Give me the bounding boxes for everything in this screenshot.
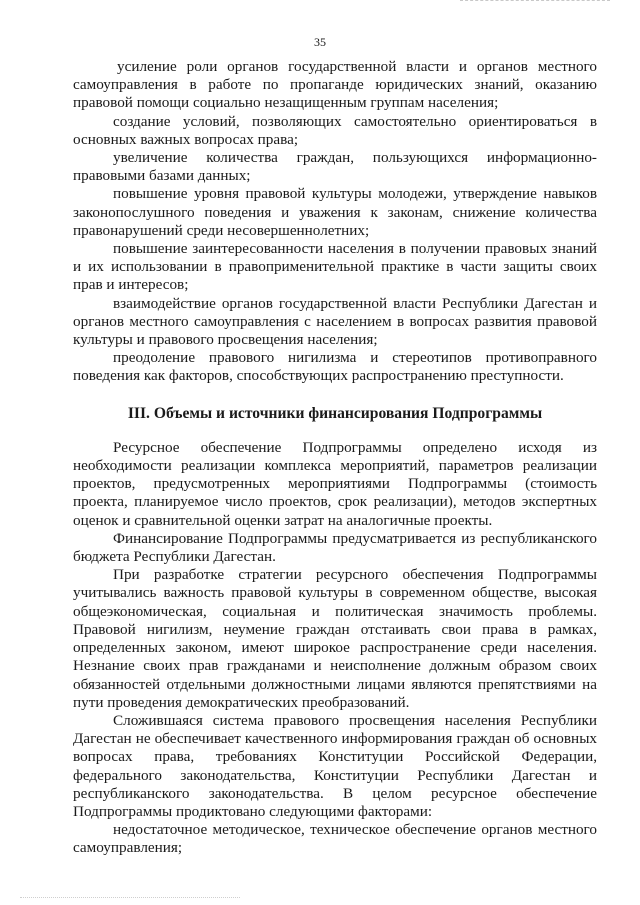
document-body	[73, 58, 597, 858]
body-paragraph: недостаточное методическое, техническое обеспечение органов местного самоуправления;	[73, 821, 597, 857]
list-item: увеличение количества граждан, пользующихся информационно-правовыми базами данных;	[73, 149, 597, 185]
body-paragraph: Ресурсное обеспечение Подпрограммы определено исходя из необходимости реализации комплекса мероприятий, параметров реализации проектов, предусмотренных мероприятиями Подпрограммы (стоимость проекта, планируемое число проектов, срок реализации), методов экспертных оценок и сравнительной оценки затрат на аналогичные проекты.	[73, 438, 597, 529]
scan-artifact-bottom	[20, 897, 240, 899]
list-item: взаимодействие органов государственной власти Республики Дагестан и органов местного самоуправления с населением в вопросах развития правовой культуры и правового просвещения населения;	[73, 294, 597, 349]
page-number: 35	[314, 35, 326, 49]
body-paragraph: Финансирование Подпрограммы предусматривается из республиканского бюджета Республики Дагестан.	[73, 529, 597, 566]
body-paragraph: Сложившаяся система правового просвещения населения Республики Дагестан не обеспечивает качественного информирования граждан об основных вопросах права, требованиях Конституции Российской Федерации, федерального законодательства, Конституции Республики Дагестан и республиканского законодательства. В целом ресурсное обеспечение Подпрограммы продиктовано следующими факторами:	[73, 711, 597, 820]
list-item: создание условий, позволяющих самостоятельно ориентироваться в основных важных вопросах права;	[73, 112, 597, 148]
section-heading: III. Объемы и источники финансирования Подпрограммы	[127, 404, 543, 422]
list-item: преодоление правового нигилизма и стереотипов противоправного поведения как факторов, способствующих распространению преступности.	[73, 349, 597, 385]
scan-artifact-top	[460, 0, 610, 2]
list-item: повышение уровня правовой культуры молодежи, утверждение навыков законопослушного поведения и уважения к законам, снижение количества правонарушений среди несовершеннолетних;	[73, 185, 597, 239]
list-item: повышение заинтересованности населения в получении правовых знаний и их использовании в правоприменительной практике в части защиты своих прав и интересов;	[73, 240, 597, 294]
list-item: усиление роли органов государственной власти и органов местного самоуправления в работе по пропаганде юридических знаний, оказанию правовой помощи социально незащищенным группам населения;	[73, 58, 597, 112]
body-paragraph: При разработке стратегии ресурсного обеспечения Подпрограммы учитывались важность правовой культуры в современном обществе, высокая общеэкономическая, социальная и политическая значимость проблемы. Правовой нигилизм, неумение граждан отстаивать свои права в рамках, определенных законом, имеют широкое распространение среди населения. Незнание своих прав гражданами и неисполнение должным образом своих обязанностей отдельными должностными лицами являются препятствиями на пути проведения демократических преобразований.	[73, 566, 597, 711]
